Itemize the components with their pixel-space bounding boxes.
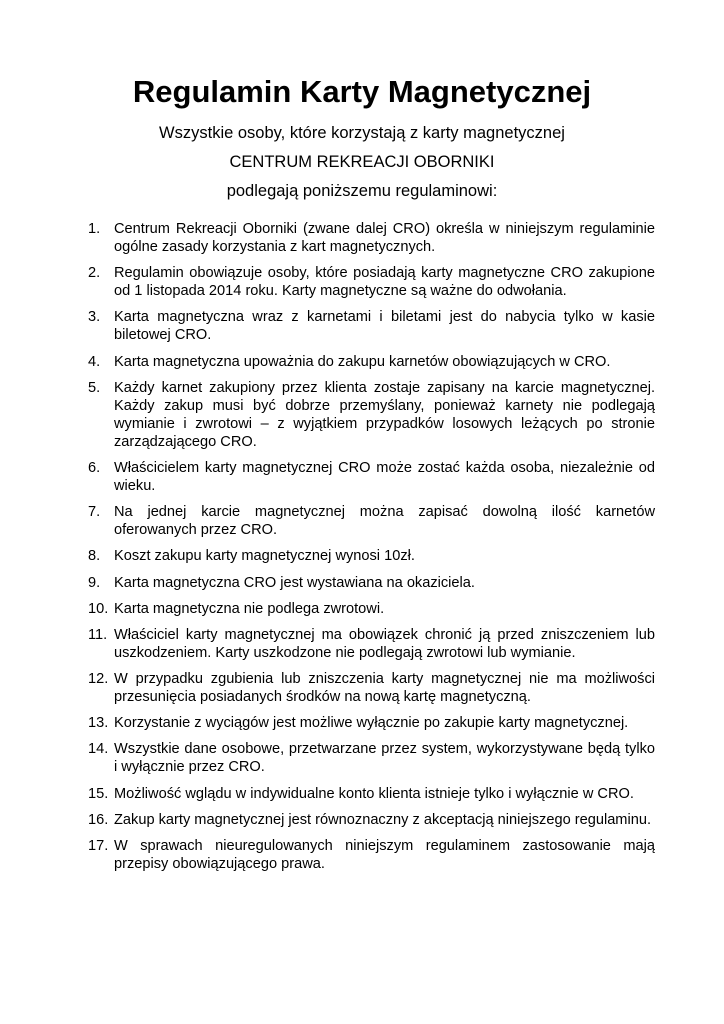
rule-number: 14. [88,741,109,758]
rule-item [88,626,655,662]
rule-number: 6. [88,459,101,476]
rule-item [88,220,655,256]
rule-text: Karta magnetyczna CRO jest wystawiana na okaziciela. [114,574,475,591]
rule-text: Właścicielem karty magnetycznej CRO może zostać każda osoba, niezależnie od wieku. [114,459,655,494]
rule-item [88,600,655,618]
document-title: Regulamin Karty Magnetycznej [132,74,592,109]
rule-number: 12. [88,671,109,688]
rule-number: 13. [88,715,109,732]
rule-item [88,670,655,706]
rule-item [88,811,655,829]
rule-text: Możliwość wglądu w indywidualne konto klienta istnieje tylko i wyłącznie w CRO. [114,785,634,802]
rule-item [88,740,655,776]
rule-text: Centrum Rekreacji Oborniki (zwane dalej CRO) określa w niniejszym regulaminie ogólne zasady korzystania z kart magnetycznych. [114,221,655,255]
rule-text: Karta magnetyczna upoważnia do zakupu karnetów obowiązujących w CRO. [114,353,611,370]
intro-line-1: Wszystkie osoby, które korzystają z karty magnetycznej [159,124,565,142]
rule-text: Karta magnetyczna nie podlega zwrotowi. [114,600,385,617]
rule-item [88,574,655,592]
rule-item [88,308,655,344]
rule-text: Zakup karty magnetycznej jest równoznaczny z akceptacją niniejszego regulaminu. [114,811,651,828]
rule-number: 8. [88,548,101,565]
rule-number: 15. [88,785,109,802]
rule-item [88,547,655,565]
rule-number: 11. [88,626,108,643]
rule-text: Właściciel karty magnetycznej ma obowiązek chronić ją przed zniszczeniem lub uszkodzeniem. Karty uszkodzone nie podlegają zwrotowi lub wymianie. [114,626,655,661]
rule-number: 16. [88,811,109,828]
rule-text: Na jednej karcie magnetycznej można zapisać dowolną ilość karnetów oferowanych przez CRO. [114,504,655,539]
rule-text: W sprawach nieuregulowanych niniejszym regulaminem zastosowanie mają przepisy obowiązującego prawa. [114,838,655,872]
rule-number: 4. [88,353,101,370]
rule-item [88,264,655,300]
rule-number: 1. [88,221,101,237]
rule-text: Wszystkie dane osobowe, przetwarzane przez system, wykorzystywane będą tylko i wyłącznie przez CRO. [114,741,655,776]
rule-number: 7. [88,504,101,521]
rule-number: 9. [88,574,101,591]
rules-list [88,220,655,881]
rule-text: Korzystanie z wyciągów jest możliwe wyłącznie po zakupie karty magnetycznej. [114,715,629,732]
rule-number: 17. [88,838,109,854]
rule-text: Każdy karnet zakupiony przez klienta zostaje zapisany na karcie magnetycznej. Każdy zakup musi być dobrze przemyślany, ponieważ karnety nie podlegają wymianie i zwrotowi – z wyjątkiem przypadków losowych leżących po stronie zarządzającego CRO. [114,379,655,450]
rule-text: Koszt zakupu karty magnetycznej wynosi 10zł. [114,548,415,565]
rule-text: Regulamin obowiązuje osoby, które posiadają karty magnetyczne CRO zakupione od 1 listopada 2014 roku. Karty magnetyczne są ważne do odwołania. [114,265,655,300]
rule-item [88,353,655,371]
rule-item [88,503,655,539]
intro-line-2: CENTRUM REKREACJI OBORNIKI [229,153,495,171]
rule-number: 5. [88,379,101,396]
intro-line-3: podlegają poniższemu regulaminowi: [226,182,498,200]
rule-number: 3. [88,309,101,326]
rule-item [88,379,655,451]
rule-item [88,837,655,873]
rule-item [88,785,655,803]
rule-item [88,714,655,732]
rule-item [88,459,655,495]
rule-text: Karta magnetyczna wraz z karnetami i biletami jest do nabycia tylko w kasie biletowej CRO. [114,309,655,344]
rule-number: 10. [88,600,109,617]
rule-text: W przypadku zgubienia lub zniszczenia karty magnetycznej nie ma możliwości przesunięcia posiadanych środków na nową kartę magnetyczną. [114,671,655,706]
rule-number: 2. [88,265,101,282]
